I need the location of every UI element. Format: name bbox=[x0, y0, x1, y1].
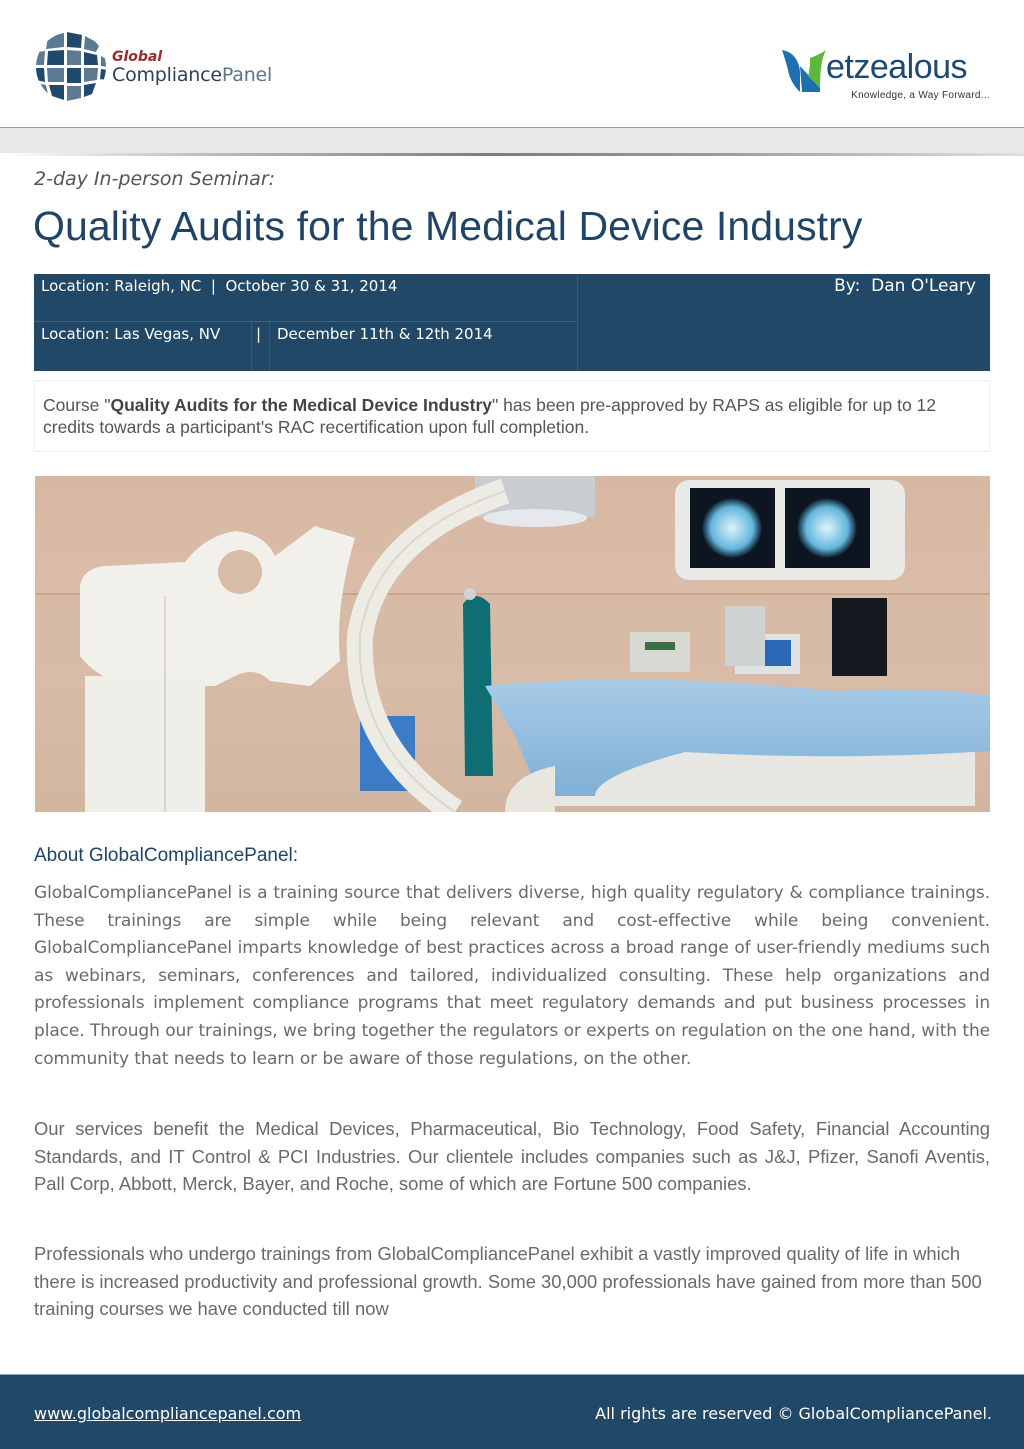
about-paragraph-1: GlobalCompliancePanel is a training source that delivers diverse, high quality regulatory & compliance trainings. These trainings are simple while being relevant and cost-effective while being convenient. GlobalCompliancePanel imparts knowledge of best practices across a broad range of user-friendly mediums such as webinars, seminars, conferences and tailored, individualized consulting. These help organizations and professionals implement compliance programs that meet regulatory demands and put business processes in place. Through our trainings, we bring together the regulators or experts on regulation on the one hand, with the community that needs to learn or be aware of those regulations, on the other. bbox=[34, 883, 990, 1069]
copyright-text: All rights are reserved © GlobalCompliancePanel. bbox=[595, 1404, 992, 1423]
photo-illustration bbox=[35, 476, 990, 812]
website-link[interactable]: www.globalcompliancepanel.com bbox=[34, 1404, 302, 1423]
about-paragraph-3: Professionals who undergo trainings from GlobalCompliancePanel exhibit a vastly improved quality of life in which there is increased productivity and professional growth. Some 30,000 professionals have gained from more than 500 training courses we have conducted till now bbox=[34, 1243, 982, 1320]
page-title: Quality Audits for the Medical Device Industry bbox=[33, 203, 863, 249]
seminar-kicker: 2-day In-person Seminar: bbox=[34, 168, 276, 190]
session-las-vegas-date: December 11th & 12th 2014 bbox=[270, 322, 578, 371]
about-paragraph-2: Our services benefit the Medical Devices, Pharmaceutical, Bio Technology, Food Safety, Financial Accounting Standards, and IT Control & PCI Industries. Our clientele includes companies such as J&J, Pfizer, Sanofi Aventis, Pall Corp, Abbott, Merck, Bayer, and Roche, some of which are Fortune 500 companies. bbox=[34, 1118, 990, 1195]
netzealous-tagline: Knowledge, a Way Forward... bbox=[851, 90, 990, 101]
about-heading: About GlobalCompliancePanel: bbox=[34, 845, 299, 866]
page-header bbox=[0, 0, 1024, 128]
globalcompliancepanel-logo[interactable] bbox=[34, 30, 272, 104]
logo-word-global: Global bbox=[112, 48, 163, 65]
netzealous-n-icon bbox=[780, 48, 832, 94]
netzealous-wordmark: etzealous bbox=[826, 48, 968, 86]
globe-icon bbox=[34, 30, 108, 104]
netzealous-logo[interactable] bbox=[780, 44, 990, 106]
page-footer bbox=[0, 1374, 1024, 1449]
session-las-vegas-location: Location: Las Vegas, NV bbox=[34, 322, 252, 371]
session-info-table bbox=[34, 274, 990, 371]
logo-word-compliancepanel: CompliancePanel bbox=[112, 63, 273, 86]
header-divider bbox=[0, 153, 1024, 156]
course-name: Quality Audits for the Medical Device Industry bbox=[110, 395, 493, 415]
session-separator: | bbox=[252, 322, 270, 371]
operating-room-photo bbox=[35, 476, 990, 812]
raps-approval-notice: Course "Quality Audits for the Medical Device Industry" has been pre-approved by RAPS as eligible for up to 12 credits towards a participant's RAC recertification upon full completion. bbox=[34, 380, 990, 452]
header-band bbox=[0, 128, 1024, 156]
instructor-name: By: Dan O'Leary bbox=[834, 276, 976, 296]
session-raleigh: Location: Raleigh, NC | October 30 & 31, 2014 bbox=[34, 274, 578, 322]
